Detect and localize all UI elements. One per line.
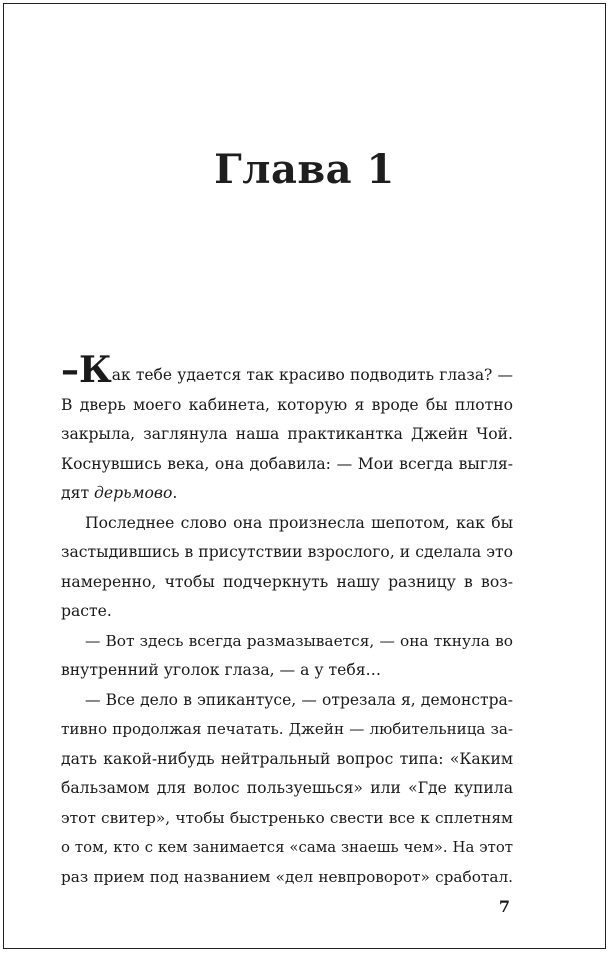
text-line: Коснувшись века, она добавила: — Мои всегда выгля- bbox=[61, 454, 513, 473]
italic-word: дерьмово bbox=[94, 484, 173, 502]
text-line: застыдившись в присутствии взрослого, и сделала это bbox=[61, 543, 513, 561]
text-line: закрыла, заглянула наша практикантка Джейн Чой. bbox=[61, 425, 513, 443]
text-line: бальзамом для волос пользуешься» или «Где купила bbox=[61, 779, 513, 797]
chapter-title: Глава 1 bbox=[214, 146, 395, 193]
text-line: этот свитер», чтобы быстренько свести все к сплетням bbox=[61, 808, 513, 827]
text-line: дать какой-нибудь нейтральный вопрос типа: «Каким bbox=[61, 749, 513, 768]
text-line: В дверь моего кабинета, которую я вроде бы плотно bbox=[61, 395, 513, 414]
text-line: тивно продолжая печатать. Джейн — любительница за- bbox=[61, 720, 513, 738]
text-line: внутренний уголок глаза, — а у тебя… bbox=[61, 661, 382, 679]
text-line: Последнее слово она произнесла шепотом, как бы bbox=[85, 513, 513, 532]
text-line: намеренно, чтобы подчеркнуть нашу разницу в воз- bbox=[61, 572, 513, 591]
book-page bbox=[3, 3, 606, 949]
text-line: –Как тебе удается так красиво подводить глаза? — bbox=[61, 349, 513, 391]
text-line: расте. bbox=[61, 602, 112, 620]
text-line: — Все дело в эпикантусе, — отрезала я, демонстра- bbox=[85, 690, 513, 709]
page-number: 7 bbox=[498, 897, 510, 916]
body-text bbox=[61, 349, 513, 892]
text-line: раз прием под названием «дел невпроворот» сработал. bbox=[61, 867, 513, 886]
text-line: дят дерьмово. bbox=[61, 484, 178, 502]
text-line: о том, кто с кем занимается «сама знаешь чем». На этот bbox=[61, 838, 513, 856]
text-line: — Вот здесь всегда размазывается, — она ткнула во bbox=[85, 631, 513, 650]
drop-cap: –К bbox=[61, 349, 112, 391]
